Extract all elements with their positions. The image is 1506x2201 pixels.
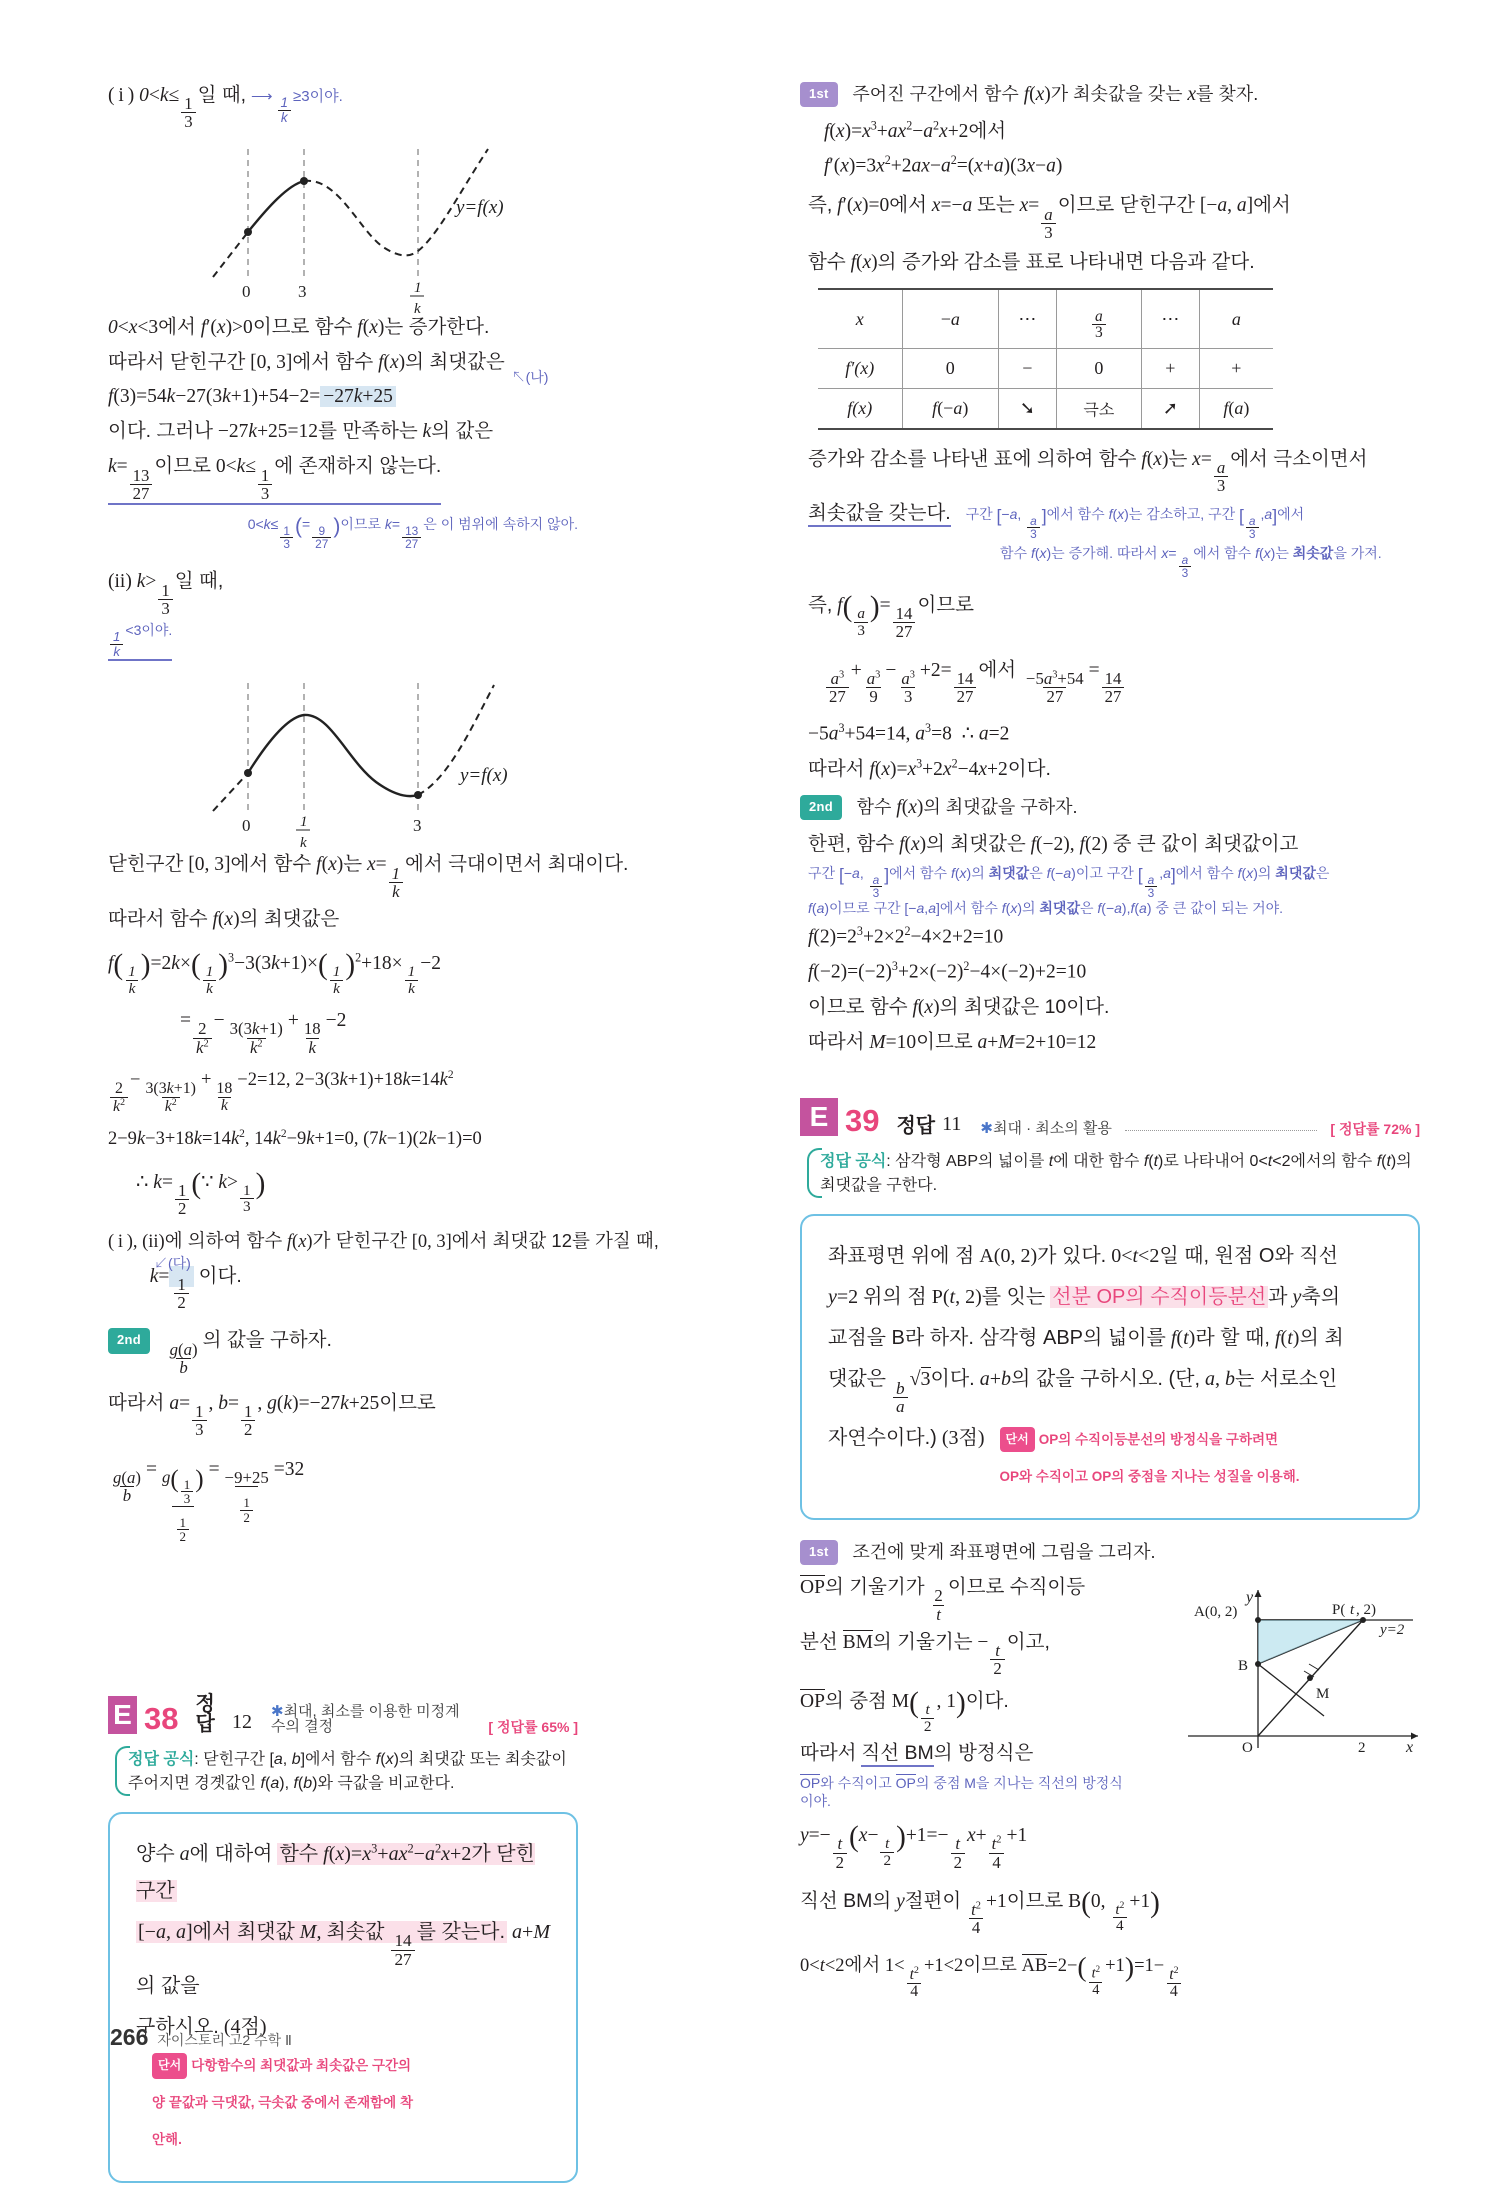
left-column	[108, 80, 659, 2201]
statement-39-line-5: 자연수이다.) (3점) 단서 OP의 수직이등분선의 방정식을 구하려면 OP와 수직이고 OP의 중점을 지나는 성질을 이용해.	[828, 1426, 1300, 1484]
problem-38	[108, 1694, 578, 2184]
right-line-4: 함수 f(x)의 증가와 감소를 표로 나타내면 다음과 같다.	[808, 250, 1255, 273]
statement-39-line-4: 댓값은 $\frac{b}{a}$ √3이다. a+b의 값을 구하시오. (단, a, b는 서로소인	[828, 1368, 1338, 1417]
problem-39-statement	[800, 1214, 1420, 1520]
svg-text:y=2: y=2	[1380, 1622, 1405, 1639]
danseo-badge: 단서	[152, 2053, 187, 2078]
page-footer	[110, 2024, 292, 2051]
right-blue-note-2a: 구간 [−a, $\frac{a}{3}$ ]에서 함수 f(x)의 최댓값은 f(−a)이고 구간 [ $\frac{a}{3}$ ,a]에서 함수 f(x)의 최댓값은	[808, 865, 1330, 901]
th-dots-2: ⋯	[1142, 289, 1200, 349]
svg-text:B: B	[1238, 1658, 1249, 1675]
svg-text:y=f(x): y=f(x)	[456, 196, 504, 218]
graph-case-i	[108, 137, 578, 317]
svg-text:O: O	[1242, 1740, 1253, 1757]
right-line-1: $f(x)=x^3+ax^2-a^2x+2$에서	[824, 118, 1007, 143]
case-i-line-3: f(3)=54k−27(3k+1)+54−2= −27k+25	[108, 382, 578, 412]
formula-text-39: : 삼각형 ABP의 넓이를 t에 대한 함수 f(t)로 나타내어 0<t<2에서의 함수 f(t)의 최댓값을 구한다.	[820, 1153, 1412, 1195]
cell-f-5: f(a)	[1199, 389, 1273, 429]
right-step2-line-2: $f(2)=2^3+2\times 2^2-4\times 2+2=10$	[808, 924, 1004, 948]
svg-text:, 2): , 2)	[1356, 1602, 1376, 1619]
problem-39-header	[800, 1098, 1420, 1139]
star-icon: ✱	[270, 1702, 284, 1720]
answer-label-39: 정답	[896, 1115, 936, 1138]
formula-hint-39	[800, 1146, 1420, 1200]
problem-39	[800, 1098, 1420, 2000]
step1b-blue-note: OP와 수직이고 OP의 중점 M을 지나는 직선의 방정식이야.	[800, 1774, 1123, 1810]
right-after-6: 따라서 $f(x)=x^3+2x^2-4x+2$이다.	[808, 756, 1051, 780]
statement-39-line-2: y=2 위의 점 P(t, 2)를 잇는 선분 OP의 수직이등분선 과 y축의	[828, 1286, 1341, 1309]
step-badge-2nd-right: 2nd	[800, 795, 842, 820]
answer-value-39: 11	[942, 1113, 962, 1136]
case-ii-line-7: ∴ k= $\frac{1}{2}$ (∵ k> $\frac{1}{3}$ )	[136, 1167, 266, 1219]
svg-text:0: 0	[242, 816, 251, 836]
correct-rate-badge-39: [ 정답률 72% ]	[1330, 1121, 1420, 1138]
svg-text:k: k	[300, 835, 307, 852]
svg-text:0: 0	[242, 281, 251, 301]
right-after-2: 최솟값을 갖는다. 구간 [−a, $\frac{a}{3}$ ]에서 함수 f(x)는 감소하고, 구간 [ $\frac{a}{3}$ ,a]에서	[808, 502, 1305, 542]
table-row-fprime	[818, 349, 1273, 389]
svg-text:k: k	[414, 300, 421, 317]
cell-fprime-4: +	[1142, 349, 1200, 389]
problem-38-header	[108, 1694, 578, 1734]
increase-decrease-table	[818, 288, 1273, 430]
problem-number-39: 39	[845, 1103, 880, 1139]
right-after-5: $-5a^3+54=14$, $a^3=8$ ∴ a=2	[808, 721, 1010, 745]
cell-fprime-5: +	[1199, 349, 1273, 389]
conclusion-line-2: $^{↙(다)}$ k= $\frac{1}{2}$ 이다.	[149, 1254, 242, 1313]
cell-fprime-2: −	[999, 349, 1057, 389]
statement-line-3: 구하시오. (4점) 단서 다항함수의 최댓값과 최솟값은 구간의 양 끝값과 극댓값, 극솟값 중에서 존재함에 착안해.	[136, 2016, 413, 2148]
right-after-1: 증가와 감소를 나타낸 표에 의하여 함수 f(x)는 x= $\frac{a}{3}$ 에서 극소이면서	[808, 447, 1368, 496]
right-step1b: 1st 조건에 맞게 좌표평면에 그림을 그리자.	[800, 1538, 1420, 1568]
case-i-line-2: 따라서 닫힌구간 [0, 3]에서 함수 f(x)의 최댓값은 $_{↖(나)}$	[108, 350, 549, 385]
right-step2-line-5: 따라서 M=10이므로 a+M=2+10=12	[808, 1030, 1097, 1053]
step1b-line-5: y=− $\frac{t}{2}$ (x− $\frac{t}{2}$ )+1=− $\frac{t}{2}$ x+ $\frac{t^2}{4}$ +1	[800, 1821, 1028, 1872]
th-dots-1: ⋯	[999, 289, 1057, 349]
right-step2-line-1: 한편, 함수 f(x)의 최댓값은 f(−2), f(2) 중 큰 값이 최댓값이고	[808, 833, 1299, 856]
step1b-text	[800, 1572, 1130, 1811]
leader-dots-39	[1125, 1130, 1318, 1131]
th-x: x	[818, 289, 902, 349]
statement-39-line-3: 교점을 B라 하자. 삼각형 ABP의 넓이를 f(t)라 할 때, f(t)의 최	[828, 1327, 1344, 1350]
danseo-badge-39: 단서	[1000, 1427, 1035, 1452]
statement-line-1: 양수 a에 대하여 함수 $f(x)=x^3+ax^2-a^2x+2$가 닫힌구간	[136, 1841, 535, 1902]
case-ii-line-2: 따라서 함수 f(x)의 최댓값은	[108, 907, 340, 930]
right-blue-note-2b: f(a)이므로 구간 [−a,a]에서 함수 f(x)의 최댓값은 f(−a),f(a) 중 큰 값이 되는 거야.	[808, 900, 1284, 917]
step1b-line-1: OP의 기울기가 $\frac{2}{t}$ 이므로 수직이등	[800, 1576, 1086, 1624]
conclusion-line-1: ( i ), (ii)에 의하여 함수 f(x)가 닫힌구간 [0, 3]에서 최댓값 12를 가질 때,	[108, 1230, 659, 1253]
svg-text:M: M	[1316, 1686, 1330, 1703]
step1b-line-4: 따라서 직선 BM의 방정식은	[800, 1738, 1130, 1769]
right-column	[800, 80, 1420, 2004]
cell-f-1: f(−a)	[902, 389, 999, 429]
th-minus-a: −a	[902, 289, 999, 349]
svg-text:y: y	[1246, 1589, 1254, 1607]
problem-38-statement	[108, 1812, 578, 2184]
svg-text:P(: P(	[1332, 1602, 1346, 1619]
step1b-line-3: OP의 중점 M( $\frac{t}{2}$ , 1)이다.	[800, 1687, 1009, 1735]
step-badge-1st: 1st	[800, 82, 838, 107]
answer-value: 12	[231, 1710, 252, 1733]
svg-text:3: 3	[298, 281, 307, 301]
cell-fprime-3: 0	[1056, 349, 1141, 389]
case-ii-line-3: f( $\frac{1}{k}$ )=2k×( $\frac{1}{k}$ )$^3$−3(3k+1)×( $\frac{1}{k}$ )$^2$+18× $\frac{1}{k}$ −2	[108, 949, 442, 997]
problem-type-badge: E	[108, 1696, 137, 1734]
graph-case-ii	[108, 669, 578, 852]
svg-text:t: t	[1350, 1602, 1355, 1619]
step1b-line-6: 직선 BM의 y절편이 $\frac{t^2}{4}$ +1이므로 B(0, $\frac{t^2}{4}$ +1)	[800, 1886, 1160, 1937]
right-step2: 2nd 함수 f(x)의 최댓값을 구하자.	[800, 793, 1420, 823]
left-step2-line-2: $\frac{g(a)}{b}$ = g( $\frac{1}{3}$ ) $\frac{1}{2}$ = $\frac{-9+25}{\frac{1}{2}}$ =32	[113, 1458, 305, 1545]
th-a: a	[1199, 289, 1273, 349]
row-label-f: f(x)	[818, 389, 902, 429]
cell-f-2: ➘	[999, 389, 1057, 429]
statement-line-2: [−a, a]에서 최댓값 M, 최솟값 $\frac{14}{27}$ 를 갖는다. a+M의 값을	[136, 1920, 550, 1998]
statement-39-line-1: 좌표평면 위에 점 A(0, 2)가 있다. 0<t<2일 때, 원점 O와 직선	[828, 1245, 1338, 1268]
figure-and-text-39	[800, 1572, 1420, 1811]
right-step2-line-4: 이므로 함수 f(x)의 최댓값은 10이다.	[808, 995, 1110, 1018]
case-ii-line-4: = $\frac{2}{k^2}$ − $\frac{3(3k+1)}{k^2}$ + $\frac{18}{k}$ −2	[180, 1010, 347, 1057]
svg-text:2: 2	[1358, 1740, 1366, 1757]
table-row-f	[818, 389, 1273, 429]
formula-hint-38	[108, 1744, 578, 1798]
problem-topic: ✱최대, 최소를 이용한 미정계수의 결정	[270, 1702, 460, 1735]
formula-label: 정답 공식	[128, 1750, 195, 1768]
right-step2-line-3: $f(-2)=(-2)^3+2\times(-2)^2-4\times(-2)+2=10$	[808, 959, 1087, 983]
problem-type-badge-39: E	[800, 1098, 838, 1136]
svg-text:y=f(x): y=f(x)	[460, 765, 508, 787]
step-badge-2nd: 2nd	[108, 1328, 150, 1353]
cell-f-3: 극소	[1056, 389, 1141, 429]
left-step2: 2nd $\frac{g(a)}{b}$ 의 값을 구하자.	[108, 1325, 578, 1376]
answer-label: 정답	[195, 1692, 215, 1735]
case-ii-blue-note: $\frac{1}{k}$ <3이야.	[108, 621, 172, 662]
correct-rate-badge: [ 정답률 65% ]	[488, 1718, 578, 1735]
cell-f-4: ➚	[1142, 389, 1200, 429]
case-i-blue-note: 0<k≤ $\frac{1}{3}$ (= $\frac{9}{27}$ )이므로 k= $\frac{13}{27}$ 은 이 범위에 속하지 않아.	[247, 515, 578, 552]
problem-topic-39: ✱최대 · 최소의 활용	[980, 1120, 1112, 1138]
row-label-fprime: f′(x)	[818, 349, 902, 389]
coordinate-figure	[1128, 1576, 1428, 1761]
svg-text:x: x	[1406, 1739, 1414, 1757]
step-badge-1st-b: 1st	[800, 1540, 838, 1565]
problem-number: 38	[144, 1700, 179, 1736]
case-ii-line-5: $\frac{2}{k^2}$ − $\frac{3(3k+1)}{k^2}$ + $\frac{18}{k}$ −2=12, $2-3(3k+1)+18k=14k^2$	[108, 1066, 578, 1116]
svg-text:A(0, 2): A(0, 2)	[1194, 1604, 1238, 1621]
book-title: 자이스토리 고2 수학 Ⅱ	[157, 2032, 292, 2048]
right-after-3: 즉, f( $\frac{a}{3}$ )= $\frac{14}{27}$ 이므로	[808, 591, 974, 642]
danseo-text: 다항함수의 최댓값과 최솟값은 구간의 양 끝값과 극댓값, 극솟값 중에서 존재함에 착안해.	[152, 2058, 413, 2148]
formula-text: : 닫힌구간 [a, b]에서 함수 f(x)의 최댓값 또는 최솟값이 주어지면 경곗값인 f(a), f(b)와 극값을 비교한다.	[128, 1750, 567, 1792]
table-header-row	[818, 289, 1273, 349]
step1b-line-2: 분선 BM의 기울기는 − $\frac{t}{2}$ 이고,	[800, 1630, 1050, 1679]
case-i-line-5: k= $\frac{13}{27}$ 이므로 0<k≤ $\frac{1}{3}$ 에 존재하지 않는다.	[108, 451, 441, 505]
case-ii-line-6: $2-9k-3+18k=14k^2$, $14k^2-9k+1=0$, (7k−1)(2k−1)=0	[108, 1128, 482, 1150]
case-ii-line-1: 닫힌구간 [0, 3]에서 함수 f(x)는 x= $\frac{1}{k}$ 에서 극대이면서 최대이다.	[108, 853, 629, 901]
svg-text:1: 1	[414, 279, 422, 296]
right-line-2: $f'(x)=3x^2+2ax-a^2=(x+a)(3x-a)$	[824, 153, 1063, 177]
case-i-line-4: 이다. 그러나 −27k+25=12를 만족하는 k의 값은	[108, 420, 494, 443]
right-step1: 1st 주어진 구간에서 함수 f(x)가 최솟값을 갖는 x를 찾자.	[800, 80, 1420, 110]
step1b-line-7: 0<t<2에서 1< $\frac{t^2}{4}$ +1<2이므로 AB=2−( $\frac{t^2}{4}$ +1)=1− $\frac{t^2}{4}$	[800, 1946, 1420, 2000]
danseo-text-39: OP의 수직이등분선의 방정식을 구하려면 OP와 수직이고 OP의 중점을 지나는 성질을 이용해.	[999, 1431, 1300, 1484]
right-after-4: $\frac{a^3}{27}$ + $\frac{a^3}{9}$ − $\frac{a^3}{3}$ +2= $\frac{14}{27}$ 에서 $\frac{-5a^3+54}{27}$ = $\frac{14}{27}$	[824, 655, 1420, 706]
case-i-heading: ( i ) 0<k≤ $\frac{1}{3}$ 일 때, ⟶ $\frac{1}{k}$ ≥3이야.	[108, 84, 343, 132]
case-i-line-1: 0<x<3에서 f′(x)>0이므로 함수 f(x)는 증가한다.	[108, 315, 490, 338]
star-icon-39: ✱	[980, 1120, 993, 1138]
right-line-3: 즉, f′(x)=0에서 x=−a 또는 x= $\frac{a}{3}$ 이므로 닫힌구간 [−a, a]에서	[808, 194, 1291, 242]
case-ii-heading: (ii) k> $\frac{1}{3}$ 일 때,	[108, 570, 224, 618]
th-a-over-3: $\frac{a}{3}$	[1056, 289, 1141, 349]
formula-label-39: 정답 공식	[820, 1153, 887, 1171]
page-number: 266	[110, 2024, 149, 2050]
svg-text:1: 1	[300, 814, 308, 831]
right-blue-note-1: 함수 f(x)는 증가해. 따라서 x= $\frac{a}{3}$ 에서 함수 f(x)는 최솟값을 가져.	[1000, 545, 1382, 581]
left-step2-line-1: 따라서 a= $\frac{1}{3}$ , b= $\frac{1}{2}$ , g(k)=−27k+25이므로	[108, 1391, 436, 1440]
cell-fprime-1: 0	[902, 349, 999, 389]
svg-text:3: 3	[413, 816, 422, 836]
